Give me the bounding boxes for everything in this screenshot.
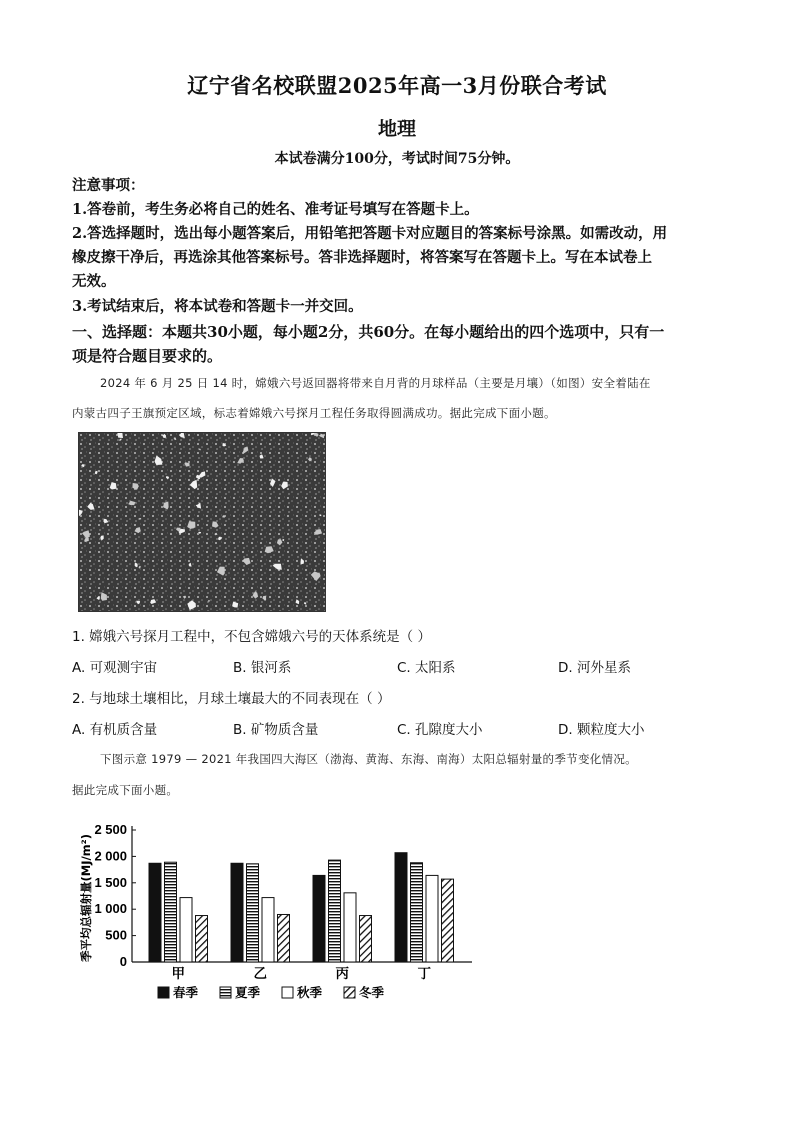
x-category-label: 甲 [171, 966, 185, 981]
q1-stem: 1. 嫦娥六号探月工程中，不包含嫦娥六号的天体系统是（ ） [72, 629, 431, 645]
bar-冬季 [360, 916, 372, 962]
instruction-2-line2: 橡皮擦干净后，再选涂其他答案标号。答非选择题时，将答案写在答题卡上。写在本试卷上 [72, 249, 652, 266]
bar-夏季 [165, 862, 177, 962]
legend-swatch [344, 987, 355, 998]
bar-冬季 [196, 916, 208, 962]
x-category-label: 丁 [417, 966, 431, 981]
bar-春季 [395, 853, 407, 962]
passage1-line2: 内蒙古四子王旗预定区域，标志着嫦娥六号探月工程任务取得圆满成功。据此完成下面小题。 [72, 406, 556, 420]
y-tick-label: 0 [119, 954, 127, 969]
y-axis-label: 季平均总辐射量(MJ/m²) [79, 834, 93, 962]
q2-option-b: B. 矿物质含量 [233, 722, 319, 738]
section-heading-line1: 一、选择题：本题共30小题，每小题2分，共60分。在每小题给出的四个选项中，只有一 [72, 323, 665, 341]
bar-春季 [149, 863, 161, 962]
legend-label: 冬季 [359, 986, 385, 1000]
q2-stem: 2. 与地球土壤相比，月球土壤最大的不同表现在（ ） [72, 691, 391, 707]
y-tick-label: 2 500 [94, 822, 127, 837]
q2-option-c: C. 孔隙度大小 [397, 722, 483, 738]
legend-label: 秋季 [297, 986, 323, 1000]
q1-option-b: B. 银河系 [233, 660, 292, 676]
q2-option-d: D. 颗粒度大小 [558, 722, 645, 738]
y-tick-label: 1 500 [94, 874, 127, 890]
legend-swatch [220, 987, 231, 998]
radiation-bar-chart [72, 812, 492, 1011]
instructions-heading: 注意事项： [72, 177, 145, 194]
y-tick-label: 1 000 [94, 901, 127, 917]
bar-秋季 [344, 893, 356, 962]
bar-夏季 [329, 860, 341, 962]
x-category-label: 丙 [335, 966, 349, 981]
bar-夏季 [411, 863, 423, 962]
passage2-line2: 据此完成下面小题。 [72, 783, 179, 797]
y-tick-label: 500 [105, 927, 127, 943]
q1-option-d: D. 河外星系 [558, 660, 631, 676]
bar-秋季 [426, 875, 438, 962]
q2-option-a: A. 有机质含量 [72, 722, 158, 738]
passage2-line1: 下图示意 1979 — 2021 年我国四大海区（渤海、黄海、东海、南海）太阳总辐射量的季节变化情况。 [100, 752, 637, 766]
instruction-1: 1.答卷前，考生务必将自己的姓名、准考证号填写在答题卡上。 [72, 201, 479, 218]
bar-夏季 [247, 864, 259, 962]
passage1-line1: 2024 年 6 月 25 日 14 时，嫦娥六号返回器将带来自月背的月球样品（主要是月壤）（如图）安全着陆在 [100, 376, 651, 390]
y-tick-label: 2 000 [94, 848, 127, 864]
legend-label: 春季 [173, 986, 199, 1000]
soil-grain [117, 433, 123, 438]
legend-label: 夏季 [235, 986, 261, 1000]
bar-秋季 [180, 898, 192, 962]
exam-title: 辽宁省名校联盟2025年高一3月份联合考试 [187, 73, 607, 98]
q1-option-c: C. 太阳系 [397, 660, 456, 676]
subject-title: 地理 [377, 118, 416, 140]
instruction-2-line1: 2.答选择题时，选出每小题答案后，用铅笔把答题卡对应题目的答案标号涂黑。如需改动，用 [72, 225, 668, 242]
bar-冬季 [442, 879, 454, 962]
bar-冬季 [278, 914, 290, 962]
bar-春季 [231, 863, 243, 962]
instruction-2-line3: 无效。 [72, 273, 116, 290]
instruction-3: 3.考试结束后，将本试卷和答题卡一并交回。 [72, 298, 363, 315]
section-heading-line2: 项是符合题目要求的。 [72, 347, 223, 365]
bar-春季 [313, 875, 325, 962]
lunar-soil-photo [78, 432, 326, 612]
x-category-label: 乙 [253, 966, 267, 981]
q1-option-a: A. 可观测宇宙 [72, 660, 158, 676]
legend-swatch [282, 987, 293, 998]
exam-note: 本试卷满分100分，考试时间75分钟。 [274, 151, 520, 167]
bar-秋季 [262, 898, 274, 962]
legend-swatch [158, 987, 169, 998]
